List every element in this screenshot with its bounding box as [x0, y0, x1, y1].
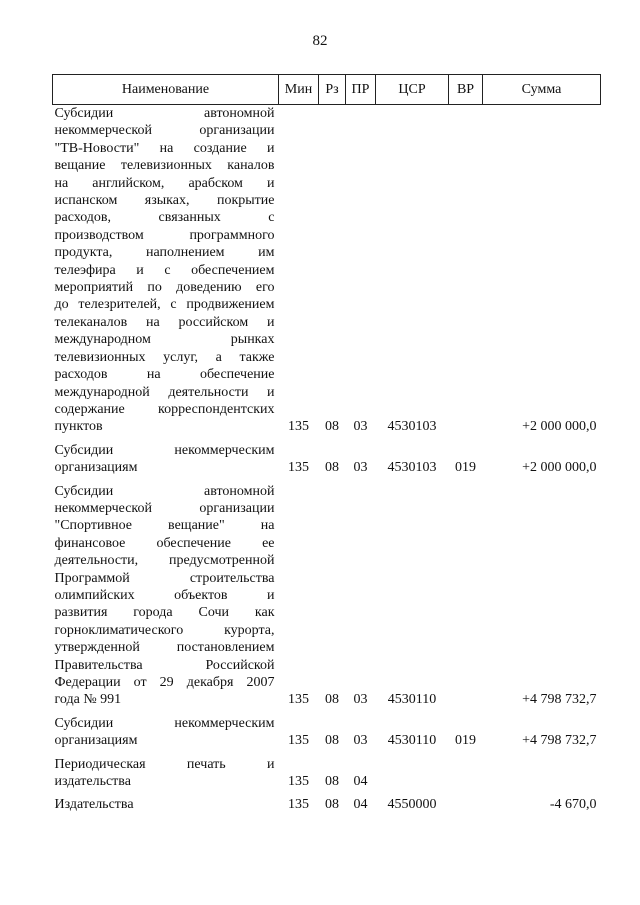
row-name-line: расходов, связанных с [54, 210, 275, 226]
row-sum-cell: +2 000 000,0 [522, 460, 597, 476]
row-name-line: международной деятельности и [54, 384, 275, 400]
row-name-line: Периодическая печать и [54, 756, 275, 772]
row-name-cell [53, 796, 279, 813]
row-name-line: испанском языках, покрытие [54, 193, 275, 209]
table-row [53, 756, 601, 791]
row-pr-cell: 04 [353, 774, 368, 790]
row-name-line: "ТВ-Новости" на создание и [54, 140, 275, 156]
page-number: 82 [312, 33, 328, 49]
row-csr-cell [376, 756, 449, 791]
table-row [53, 105, 601, 436]
row-sum-cell: -4 670,0 [549, 797, 597, 813]
row-rz-cell: 08 [325, 692, 339, 708]
row-name-line: горноклиматического курорта, [54, 622, 275, 638]
header-name: Наименование [53, 75, 279, 105]
row-name-line: производством программного [54, 227, 275, 243]
row-csr-cell: 4530110 [387, 692, 437, 708]
row-name-line: вещание телевизионных каналов [54, 158, 275, 174]
row-pr-cell: 03 [353, 733, 368, 749]
row-pr-cell: 03 [353, 419, 368, 435]
row-name-line: Программой строительства [54, 570, 275, 586]
row-name-line: Федерации от 29 декабря 2007 [54, 675, 275, 690]
row-min-cell: 135 [288, 692, 309, 708]
row-name-line: олимпийских объектов и [54, 587, 275, 603]
row-name-line: развития города Сочи как [54, 605, 275, 621]
row-name-line: Субсидии некоммерческим [54, 442, 275, 458]
row-rz-cell: 08 [325, 733, 339, 749]
row-min-cell: 135 [288, 797, 309, 813]
row-name-line: телевизионных услуг, а также [54, 349, 275, 365]
row-name-line: международном рынках [54, 332, 275, 348]
header-pr: ПР [346, 75, 376, 105]
row-name-cell [53, 105, 279, 436]
row-sum-cell [483, 756, 601, 791]
row-name-line: "Спортивное вещание" на [54, 518, 275, 534]
row-name-line: телеэфира и с обеспечением [54, 262, 275, 278]
header-min: Мин [279, 75, 319, 105]
row-pr-cell: 03 [353, 692, 368, 708]
row-name-cell [53, 715, 279, 750]
row-sum-cell: +2 000 000,0 [522, 419, 597, 435]
row-name-line: продукта, наполнением им [54, 245, 275, 261]
row-name-line: Правительства Российской [54, 657, 275, 673]
row-name-line: утвержденной постановлением [54, 640, 275, 656]
row-pr-cell: 04 [353, 797, 368, 813]
row-csr-cell: 4530103 [387, 460, 437, 476]
row-name-line: организациям [54, 460, 138, 476]
row-name-cell [53, 442, 279, 477]
row-name-line: Субсидии автономной [54, 106, 275, 121]
row-min-cell: 135 [288, 460, 309, 476]
row-name-line: деятельности, предусмотренной [54, 553, 275, 569]
row-name-line: некоммерческой организации [54, 123, 275, 139]
row-min-cell: 135 [288, 419, 309, 435]
header-rz: Рз [319, 75, 346, 105]
row-vr-cell: 019 [455, 733, 476, 749]
row-name-line: на английском, арабском и [54, 175, 275, 191]
row-rz-cell: 08 [325, 419, 339, 435]
row-csr-cell: 4550000 [387, 797, 437, 813]
row-vr-cell [449, 105, 483, 436]
row-vr-cell: 019 [455, 460, 476, 476]
row-name-line: до телезрителей, с продвижением [54, 297, 275, 313]
table-body [53, 105, 601, 814]
row-vr-cell [449, 756, 483, 791]
row-sum-cell: +4 798 732,7 [522, 692, 597, 708]
row-rz-cell: 08 [325, 774, 339, 790]
row-name-cell [53, 756, 279, 791]
header-csr: ЦСР [376, 75, 449, 105]
row-name-line: организациям [54, 733, 138, 749]
row-min-cell: 135 [288, 774, 309, 790]
table-row [53, 483, 601, 709]
row-pr-cell: 03 [353, 460, 368, 476]
header-sum: Сумма [483, 75, 601, 105]
row-min-cell: 135 [288, 733, 309, 749]
row-name-line: Субсидии автономной [54, 483, 275, 499]
table-header-row [53, 75, 601, 105]
row-name-line: мероприятий по доведению его [54, 280, 275, 296]
row-name-line: расходов на обеспечение [54, 367, 275, 383]
budget-table [52, 74, 601, 814]
row-csr-cell: 4530110 [387, 733, 437, 749]
row-name-line: телеканалов на российском и [54, 314, 275, 330]
row-name-line: некоммерческой организации [54, 500, 275, 516]
row-name-cell [53, 483, 279, 709]
table-row [53, 715, 601, 750]
row-vr-cell [449, 796, 483, 813]
row-sum-cell: +4 798 732,7 [522, 733, 597, 749]
row-vr-cell [449, 483, 483, 709]
table-row [53, 442, 601, 477]
row-name-line: Издательства [54, 797, 134, 813]
header-vr: ВР [449, 75, 483, 105]
row-rz-cell: 08 [325, 797, 339, 813]
table-row [53, 796, 601, 813]
row-name-line: Субсидии некоммерческим [54, 715, 275, 731]
row-name-line: издательства [54, 774, 131, 790]
row-name-line: содержание корреспондентских [54, 401, 275, 417]
row-name-line: года № 991 [54, 692, 122, 708]
row-csr-cell: 4530103 [387, 419, 437, 435]
row-name-line: пунктов [54, 419, 103, 435]
row-name-line: финансовое обеспечение ее [54, 535, 275, 551]
row-rz-cell: 08 [325, 460, 339, 476]
